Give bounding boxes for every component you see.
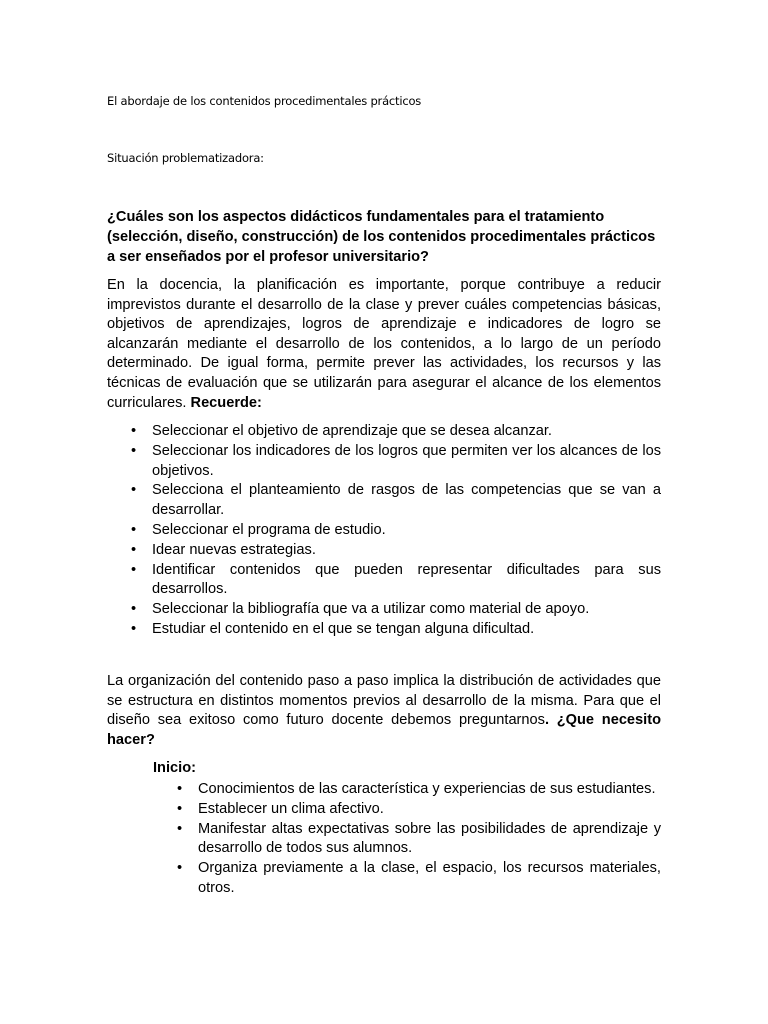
planning-paragraph-text: En la docencia, la planificación es importante, porque contribuye a reducir imprevistos durante el desarrollo de la clase y prever cuáles competencias básicas, objetivos de aprendizajes, logros de aprendizaje e indicadores de logro se alcanzarán mediante el desarrollo de los contenidos, a lo largo de un período determinado. De igual forma, permite prever las actividades, los recursos y las técnicas de evaluación que se utilizarán para asegurar el alcance de los elementos curriculares. bbox=[107, 277, 661, 411]
list-item-text: Idear nuevas estrategias. bbox=[152, 541, 316, 558]
list-item-text: Seleccionar la bibliografía que va a utilizar como material de apoyo. bbox=[152, 601, 590, 618]
list-item bbox=[153, 780, 661, 800]
list-item-text: Manifestar altas expectativas sobre las posibilidades de aprendizaje y desarrollo de todos sus alumnos. bbox=[198, 820, 661, 857]
list-item bbox=[153, 859, 661, 899]
bullet-icon: • bbox=[177, 860, 183, 877]
list-item-text: Establecer un clima afectivo. bbox=[198, 800, 384, 817]
guiding-question: ¿Cuáles son los aspectos didácticos fundamentales para el tratamiento (selección, diseño, construcción) de los contenidos procedimentales prácticos a ser enseñados por el profesor universitario? bbox=[107, 209, 656, 265]
organization-paragraph bbox=[107, 672, 661, 750]
list-item-text: Seleccionar el objetivo de aprendizaje que se desea alcanzar. bbox=[152, 423, 552, 439]
bullet-icon: • bbox=[131, 620, 137, 637]
que-necesito-hacer: . ¿Que necesito hacer? bbox=[107, 712, 661, 748]
bullet-icon: • bbox=[177, 820, 183, 837]
list-item bbox=[107, 442, 661, 482]
list-item bbox=[107, 541, 661, 561]
list-item bbox=[107, 521, 661, 541]
list-item bbox=[107, 481, 661, 521]
bullet-icon: • bbox=[177, 800, 183, 817]
list-item bbox=[107, 620, 661, 640]
bullet-icon: • bbox=[131, 442, 137, 459]
list-item bbox=[153, 800, 661, 820]
bullet-icon: • bbox=[131, 521, 137, 538]
list-item-text: Organiza previamente a la clase, el espacio, los recursos materiales, otros. bbox=[198, 860, 661, 896]
bullet-icon: • bbox=[177, 781, 183, 797]
inicio-label: Inicio: bbox=[153, 760, 196, 776]
bullet-icon: • bbox=[131, 601, 137, 618]
list-item bbox=[107, 600, 661, 620]
list-item bbox=[107, 561, 661, 601]
recuerde-list bbox=[107, 422, 661, 640]
list-item-text: Seleccionar el programa de estudio. bbox=[152, 521, 386, 538]
list-item-text: Seleccionar los indicadores de los logros que permiten ver los alcances de los objetivos. bbox=[152, 442, 661, 479]
bullet-icon: • bbox=[131, 561, 137, 578]
bullet-icon: • bbox=[131, 423, 137, 439]
bullet-icon: • bbox=[131, 482, 137, 499]
list-item-text: Selecciona el planteamiento de rasgos de las competencias que se van a desarrollar. bbox=[152, 482, 661, 519]
list-item-text: Conocimientos de las característica y experiencias de sus estudiantes. bbox=[198, 781, 656, 797]
document-subtitle: Situación problematizadora: bbox=[107, 151, 264, 165]
inicio-list bbox=[153, 780, 661, 899]
organization-paragraph-text: La organización del contenido paso a paso implica la distribución de actividades que se estructura en distintos momentos previos al desarrollo de la misma. Para que el diseño sea exitoso como futuro docente debemos preguntarnos bbox=[107, 673, 661, 729]
bullet-icon: • bbox=[131, 541, 137, 558]
recuerde-label: Recuerde: bbox=[190, 394, 262, 411]
planning-paragraph bbox=[107, 276, 661, 413]
list-item bbox=[153, 820, 661, 860]
document-title: El abordaje de los contenidos procedimentales prácticos bbox=[107, 94, 422, 108]
list-item-text: Identificar contenidos que pueden representar dificultades para sus desarrollos. bbox=[152, 561, 661, 598]
list-item-text: Estudiar el contenido en el que se tengan alguna dificultad. bbox=[152, 620, 535, 637]
list-item bbox=[107, 422, 661, 442]
